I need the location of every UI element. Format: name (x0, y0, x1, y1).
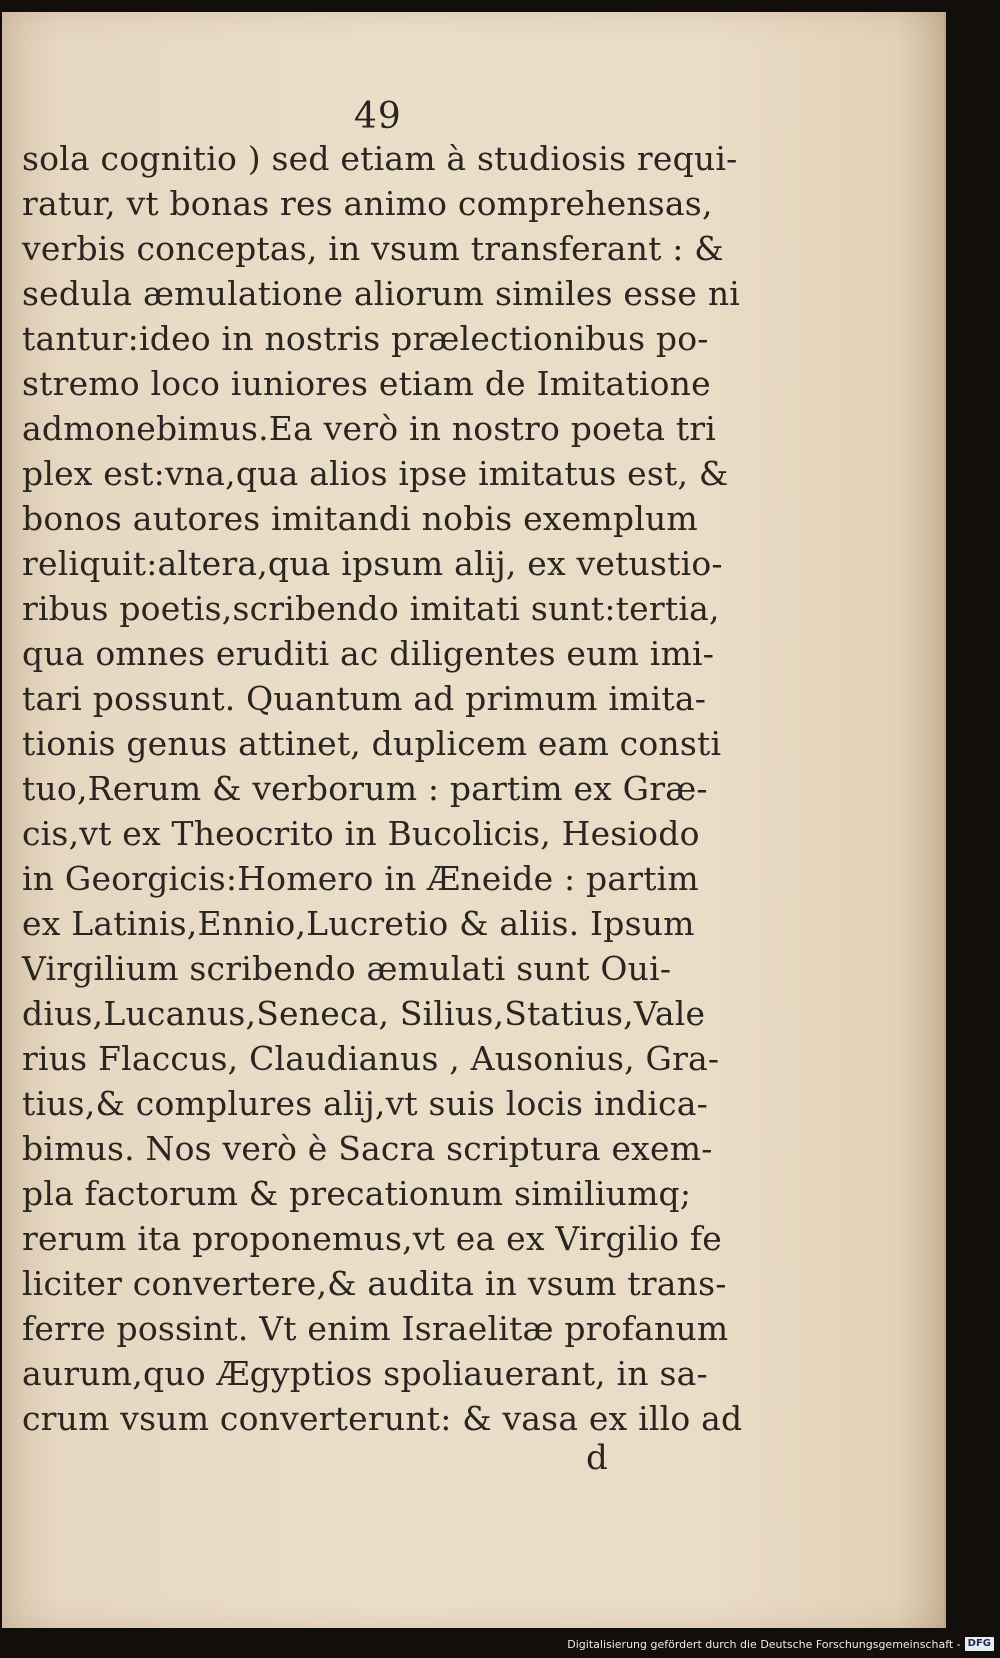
text-line: tius,& complures alij,vt suis locis indica- (22, 1084, 709, 1123)
text-line: cis,vt ex Theocrito in Bucolicis, Hesiodo (22, 814, 700, 853)
text-line: qua omnes eruditi ac diligentes eum imi- (22, 634, 715, 673)
text-line: ribus poetis,scribendo imitati sunt:tertia, (22, 589, 720, 628)
text-line: ex Latinis,Ennio,Lucretio & aliis. Ipsum (22, 904, 695, 943)
digitization-footer (567, 1634, 994, 1654)
text-line: ferre possint. Vt enim Israelitæ profanum (22, 1309, 729, 1348)
text-line: Virgilium scribendo æmulati sunt Oui- (22, 949, 672, 988)
text-line: dius,Lucanus,Seneca, Silius,Statius,Vale (22, 994, 706, 1033)
text-line: crum vsum converterunt: & vasa ex illo ad (22, 1399, 743, 1438)
book-page (2, 12, 946, 1628)
text-line: bonos autores imitandi nobis exemplum (22, 499, 698, 538)
page-number: 49 (354, 96, 402, 137)
text-line: reliquit:altera,qua ipsum alij, ex vetustio- (22, 544, 723, 583)
text-line: pla factorum & precationum similiumq; (22, 1174, 692, 1213)
text-line: in Georgicis:Homero in Æneide : partim (22, 859, 699, 898)
text-block (22, 136, 742, 1441)
text-line: tantur:ideo in nostris prælectionibus po- (22, 319, 709, 358)
signature-mark: d (586, 1438, 608, 1478)
text-line: ratur, vt bonas res animo comprehensas, (22, 184, 713, 223)
text-line: rius Flaccus, Claudianus , Ausonius, Gra- (22, 1039, 720, 1078)
text-line: admonebimus.Ea verò in nostro poeta tri (22, 409, 717, 448)
text-line: tionis genus attinet, duplicem eam consti (22, 724, 722, 763)
text-line: verbis conceptas, in vsum transferant : & (22, 229, 724, 268)
text-line: sedula æmulatione aliorum similes esse ni (22, 274, 741, 313)
text-line: tuo,Rerum & verborum : partim ex Græ- (22, 769, 708, 808)
text-line: tari possunt. Quantum ad primum imita- (22, 679, 707, 718)
text-line: rerum ita proponemus,vt ea ex Virgilio fe (22, 1219, 722, 1258)
text-line: stremo loco iuniores etiam de Imitatione (22, 364, 711, 403)
text-line: plex est:vna,qua alios ipse imitatus est, & (22, 454, 729, 493)
text-line: sola cognitio ) sed etiam à studiosis requi- (22, 139, 738, 178)
text-line: aurum,quo Ægyptios spoliauerant, in sa- (22, 1354, 708, 1393)
footer-credit: Digitalisierung gefördert durch die Deutsche Forschungsgemeinschaft - (567, 1637, 961, 1651)
dfg-logo: DFG (965, 1637, 994, 1651)
text-line: liciter convertere,& audita in vsum trans- (22, 1264, 727, 1303)
text-line: bimus. Nos verò è Sacra scriptura exem- (22, 1129, 713, 1168)
